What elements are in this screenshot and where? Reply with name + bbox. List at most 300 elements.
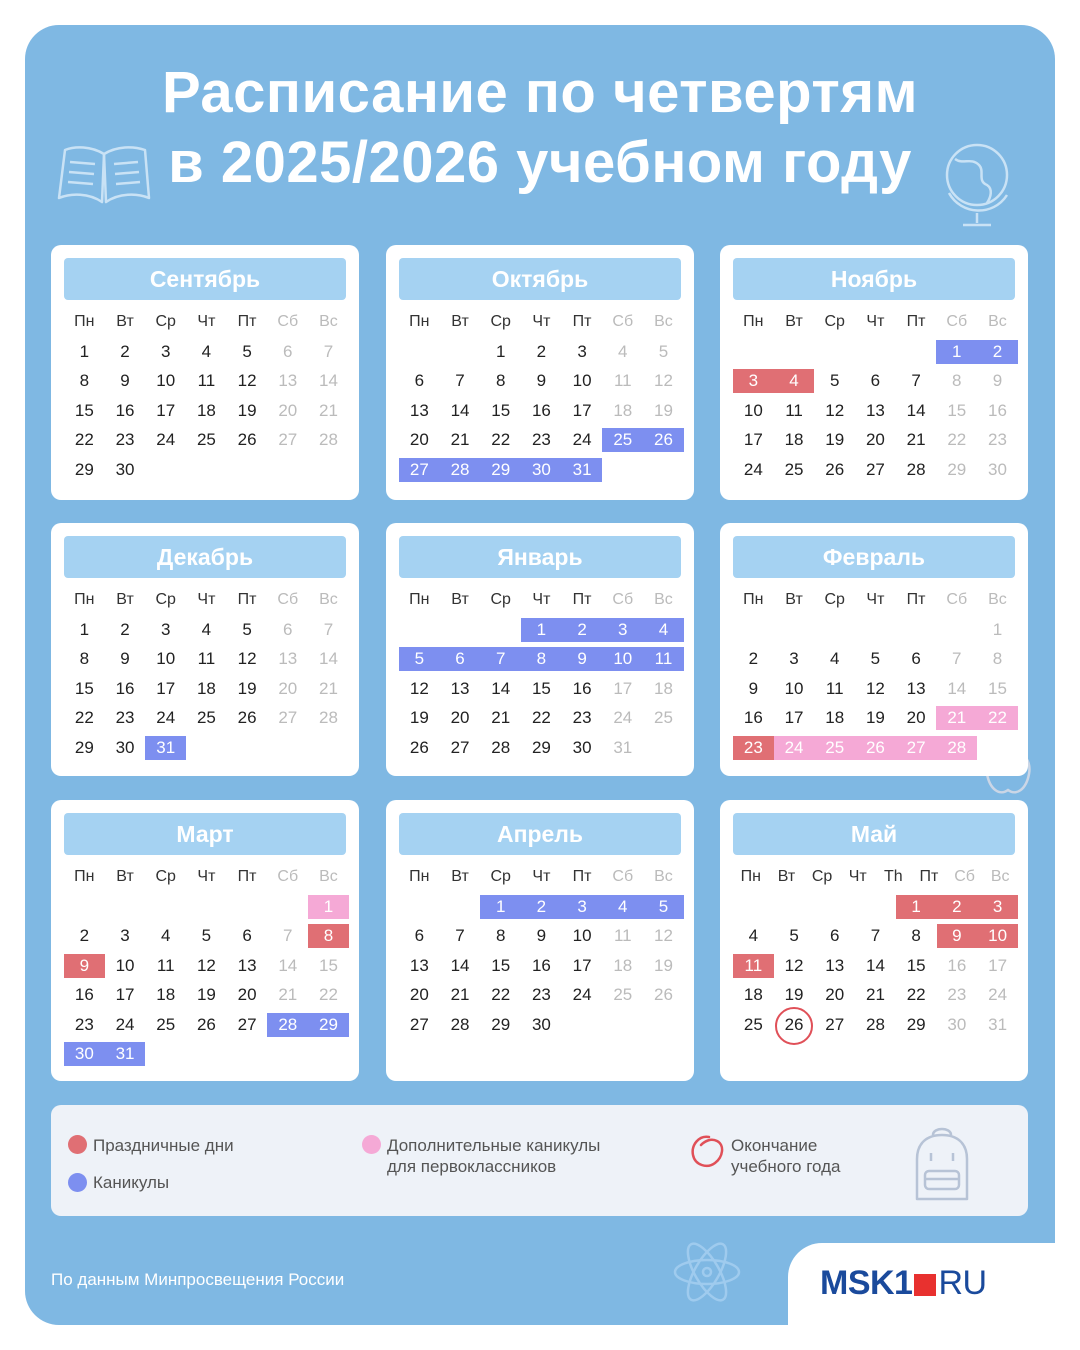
day-cell: 6 xyxy=(283,341,293,361)
day-cell: 1 xyxy=(79,341,90,361)
month-card xyxy=(51,245,359,500)
day-cell: 29 xyxy=(74,459,94,479)
day-cell: 19 xyxy=(784,985,804,1004)
weekday-label: Чт xyxy=(848,868,867,885)
week-row xyxy=(399,951,684,981)
week-row xyxy=(64,644,349,674)
weekday-label: Ср xyxy=(155,591,176,608)
day-cell: 14 xyxy=(450,955,470,975)
title-line-2: в 2025/2026 учебном году xyxy=(168,130,912,195)
day-cell: 27 xyxy=(278,430,298,449)
weekday-label: Пн xyxy=(74,313,95,330)
week-row xyxy=(64,1010,349,1040)
month-days-grid xyxy=(733,862,1018,1039)
month-header: Февраль xyxy=(733,536,1015,578)
month-days-grid xyxy=(733,307,1018,484)
day-cell: 26 xyxy=(409,737,429,757)
day-cell: 30 xyxy=(988,459,1007,479)
day-cell: 16 xyxy=(531,955,551,975)
day-cell: 11 xyxy=(613,371,632,390)
day-cell: 5 xyxy=(242,619,252,639)
day-cell: 16 xyxy=(947,955,967,975)
weekday-label: Чт xyxy=(532,591,551,608)
day-cell: 5 xyxy=(242,341,252,361)
week-row xyxy=(733,703,1018,733)
week-row xyxy=(399,337,684,367)
day-cell: 26 xyxy=(774,1013,815,1037)
day-cell: 2 xyxy=(120,619,130,639)
day-cell: 19 xyxy=(196,985,216,1004)
holiday-dot-icon xyxy=(68,1135,87,1154)
day-cell: 5 xyxy=(789,926,799,945)
day-cell: 27 xyxy=(399,458,440,482)
month-days-grid xyxy=(399,862,684,1039)
day-cell: 12 xyxy=(825,400,845,420)
week-row xyxy=(64,1039,349,1069)
day-cell: 22 xyxy=(74,430,94,449)
week-row xyxy=(733,733,1018,763)
day-cell: 5 xyxy=(399,647,440,671)
week-row xyxy=(733,644,1018,674)
day-cell: 28 xyxy=(267,1013,308,1037)
weekday-label: Чт xyxy=(532,313,551,330)
month-card xyxy=(386,800,694,1081)
day-cell: 30 xyxy=(115,459,135,479)
day-cell: 23 xyxy=(115,430,135,449)
day-cell: 12 xyxy=(784,955,804,975)
legend-first-grade xyxy=(387,1135,600,1177)
week-row xyxy=(733,674,1018,704)
weekday-label: Пт xyxy=(237,313,257,330)
day-cell: 10 xyxy=(156,371,176,390)
day-cell: 31 xyxy=(562,458,603,482)
week-row xyxy=(733,615,1018,645)
day-cell: 11 xyxy=(197,649,216,668)
day-cell: 31 xyxy=(988,1014,1008,1034)
weekday-label: Пн xyxy=(409,868,430,885)
day-cell: 10 xyxy=(572,371,592,390)
day-cell: 28 xyxy=(906,459,926,479)
day-cell: 11 xyxy=(613,926,632,945)
weekday-label: Чт xyxy=(197,591,216,608)
day-cell: 3 xyxy=(733,369,774,393)
week-row xyxy=(64,366,349,396)
day-cell: 8 xyxy=(911,926,921,945)
week-row xyxy=(733,396,1018,426)
day-cell: 19 xyxy=(654,400,673,420)
week-row xyxy=(733,425,1018,455)
day-cell: 16 xyxy=(115,678,135,698)
day-cell: 26 xyxy=(237,708,257,727)
day-cell: 11 xyxy=(825,678,844,698)
day-cell: 2 xyxy=(748,649,759,668)
day-cell: 15 xyxy=(988,678,1007,698)
day-cell: 20 xyxy=(278,400,298,420)
poster-title xyxy=(0,58,1080,198)
day-cell: 31 xyxy=(105,1042,146,1066)
day-cell: 7 xyxy=(952,649,962,668)
day-cell: 25 xyxy=(602,428,643,452)
day-cell: 23 xyxy=(947,985,967,1004)
day-cell: 4 xyxy=(748,926,759,945)
month-card xyxy=(720,245,1028,500)
legend-vacation: Каникулы xyxy=(93,1173,170,1192)
day-cell: 21 xyxy=(319,678,338,698)
day-cell: 11 xyxy=(785,400,803,420)
day-cell: 2 xyxy=(521,895,562,919)
atom-icon xyxy=(672,1236,742,1308)
day-cell: 6 xyxy=(242,926,252,945)
day-cell: 20 xyxy=(278,678,298,698)
weekday-label: Th xyxy=(883,868,903,885)
day-cell: 1 xyxy=(79,619,90,639)
day-cell: 13 xyxy=(237,955,257,975)
day-cell: 16 xyxy=(74,985,94,1004)
week-row xyxy=(399,733,684,763)
week-row xyxy=(64,951,349,981)
weekday-label: Ср xyxy=(824,313,845,330)
day-cell: 10 xyxy=(743,400,763,420)
weekday-label: Пт xyxy=(906,591,926,608)
day-cell: 28 xyxy=(866,1014,885,1034)
day-cell: 22 xyxy=(531,708,551,727)
day-cell: 12 xyxy=(409,678,429,698)
day-cell: 2 xyxy=(977,340,1018,364)
weekday-label: Пн xyxy=(409,591,430,608)
day-cell: 22 xyxy=(947,430,967,449)
day-cell: 5 xyxy=(643,895,684,919)
day-cell: 19 xyxy=(237,400,257,420)
day-cell: 5 xyxy=(201,926,212,945)
day-cell: 21 xyxy=(278,985,298,1004)
day-cell: 13 xyxy=(906,678,926,698)
day-cell: 1 xyxy=(992,619,1003,639)
day-cell: 27 xyxy=(237,1014,257,1034)
weekday-label: Пт xyxy=(572,868,592,885)
day-cell: 16 xyxy=(743,708,763,727)
day-cell: 27 xyxy=(450,737,470,757)
day-cell: 5 xyxy=(870,649,881,668)
day-cell: 4 xyxy=(618,341,628,361)
day-cell: 28 xyxy=(319,708,338,727)
weekday-label: Вс xyxy=(319,868,338,885)
logo-red-square-icon xyxy=(914,1274,936,1296)
day-cell: 29 xyxy=(74,737,94,757)
day-cell: 2 xyxy=(937,895,978,919)
day-cell: 14 xyxy=(319,649,338,668)
week-row xyxy=(64,615,349,645)
month-days-grid xyxy=(733,585,1018,762)
weekday-label: Сб xyxy=(612,591,634,608)
week-row xyxy=(399,674,684,704)
day-cell: 19 xyxy=(654,955,673,975)
week-row xyxy=(733,337,1018,367)
day-cell: 20 xyxy=(906,708,926,727)
day-cell: 23 xyxy=(572,708,592,727)
day-cell: 21 xyxy=(906,430,926,449)
day-cell: 9 xyxy=(120,371,130,390)
day-cell: 18 xyxy=(654,678,673,698)
weekday-header-row xyxy=(733,585,1018,615)
weekday-label: Пн xyxy=(74,591,95,608)
week-row xyxy=(64,980,349,1010)
weekday-label: Вс xyxy=(990,868,1010,885)
week-row xyxy=(64,337,349,367)
first-grade-dot-icon xyxy=(362,1135,381,1154)
day-cell: 6 xyxy=(414,926,425,945)
day-cell: 30 xyxy=(115,737,135,757)
day-cell: 13 xyxy=(865,400,885,420)
day-cell: 14 xyxy=(491,678,511,698)
day-cell: 25 xyxy=(613,985,633,1004)
day-cell: 24 xyxy=(572,985,592,1004)
day-cell: 20 xyxy=(450,708,470,727)
day-cell: 13 xyxy=(825,955,845,975)
day-cell: 17 xyxy=(156,678,176,698)
weekday-label: Вс xyxy=(319,313,338,330)
day-cell: 25 xyxy=(814,736,855,760)
weekday-header-row xyxy=(399,862,684,892)
day-cell: 15 xyxy=(74,678,94,698)
day-cell: 29 xyxy=(947,459,967,479)
month-card xyxy=(386,523,694,776)
legend xyxy=(51,1105,1028,1216)
day-cell: 30 xyxy=(521,458,562,482)
weekday-label: Пт xyxy=(572,591,592,608)
week-row xyxy=(733,455,1018,485)
weekday-label: Пт xyxy=(237,868,257,885)
day-cell: 22 xyxy=(906,985,926,1004)
month-card xyxy=(51,800,359,1081)
legend-end-line2: учебного года xyxy=(731,1157,841,1176)
day-cell: 8 xyxy=(79,649,90,668)
day-cell: 8 xyxy=(79,371,90,390)
day-cell: 23 xyxy=(988,430,1007,449)
day-cell: 25 xyxy=(156,1014,176,1034)
week-row xyxy=(399,425,684,455)
day-cell: 3 xyxy=(577,341,587,361)
day-cell: 13 xyxy=(278,649,298,668)
day-cell: 27 xyxy=(825,1014,845,1034)
day-cell: 21 xyxy=(319,400,338,420)
week-row xyxy=(399,396,684,426)
day-cell: 30 xyxy=(572,737,592,757)
weekday-label: Ср xyxy=(490,868,511,885)
week-row xyxy=(399,980,684,1010)
weekday-label: Чт xyxy=(866,591,885,608)
day-cell: 22 xyxy=(74,708,94,727)
day-cell: 11 xyxy=(643,647,684,671)
month-header: Апрель xyxy=(399,813,681,855)
day-cell: 23 xyxy=(733,736,774,760)
msk1-logo xyxy=(820,1264,987,1303)
weekday-label: Вс xyxy=(654,313,673,330)
day-cell: 23 xyxy=(115,708,135,727)
day-cell: 17 xyxy=(572,400,592,420)
weekday-header-row xyxy=(733,307,1018,337)
day-cell: 6 xyxy=(870,371,881,390)
month-days-grid xyxy=(399,307,684,484)
day-cell: 2 xyxy=(79,926,90,945)
day-cell: 9 xyxy=(748,678,759,698)
day-cell: 24 xyxy=(743,459,763,479)
day-cell: 25 xyxy=(196,430,216,449)
day-cell: 24 xyxy=(988,985,1008,1004)
month-card xyxy=(386,245,694,500)
week-row xyxy=(64,892,349,922)
day-cell: 19 xyxy=(237,678,257,698)
weekday-header-row xyxy=(399,585,684,615)
day-cell: 20 xyxy=(825,985,845,1004)
day-cell: 1 xyxy=(936,340,977,364)
week-row xyxy=(399,644,684,674)
day-cell: 7 xyxy=(283,926,293,945)
month-days-grid xyxy=(64,862,349,1069)
day-cell: 18 xyxy=(196,678,216,698)
day-cell: 19 xyxy=(865,708,885,727)
day-cell: 14 xyxy=(866,955,885,975)
day-cell: 3 xyxy=(160,341,171,361)
weekday-header-row xyxy=(733,862,1018,892)
week-row xyxy=(399,455,684,485)
month-header: Октябрь xyxy=(399,258,681,300)
day-cell: 15 xyxy=(491,955,511,975)
day-cell: 14 xyxy=(450,400,470,420)
globe-icon xyxy=(935,135,1020,230)
month-header: Март xyxy=(64,813,346,855)
day-cell: 3 xyxy=(160,619,171,639)
weekday-label: Вт xyxy=(777,868,796,885)
day-cell: 20 xyxy=(237,985,257,1004)
week-row xyxy=(64,703,349,733)
day-cell: 9 xyxy=(536,371,547,390)
weekday-label: Сб xyxy=(612,313,634,330)
month-days-grid xyxy=(64,307,349,484)
day-cell: 10 xyxy=(115,955,135,975)
day-cell: 29 xyxy=(906,1014,926,1034)
month-card xyxy=(720,800,1028,1081)
day-cell: 3 xyxy=(789,649,799,668)
week-row xyxy=(733,980,1018,1010)
weekday-label: Чт xyxy=(197,868,216,885)
day-cell: 29 xyxy=(480,458,521,482)
day-cell: 11 xyxy=(733,954,774,978)
backpack-icon xyxy=(909,1123,975,1205)
month-header: Май xyxy=(733,813,1015,855)
weekday-label: Вс xyxy=(319,591,338,608)
weekday-label: Пт xyxy=(572,313,592,330)
day-cell: 26 xyxy=(654,985,673,1004)
day-cell: 13 xyxy=(450,678,470,698)
day-cell: 22 xyxy=(319,985,338,1004)
day-cell: 16 xyxy=(988,400,1007,420)
weekday-label: Вс xyxy=(988,313,1007,330)
day-cell: 29 xyxy=(531,737,551,757)
day-cell: 10 xyxy=(572,926,592,945)
day-cell: 4 xyxy=(643,618,684,642)
day-cell: 12 xyxy=(237,649,257,668)
day-cell: 10 xyxy=(602,647,643,671)
day-cell: 21 xyxy=(936,706,977,730)
weekday-label: Вт xyxy=(116,868,134,885)
day-cell: 20 xyxy=(409,985,429,1004)
day-cell: 4 xyxy=(774,369,815,393)
week-row xyxy=(399,892,684,922)
day-cell: 2 xyxy=(562,618,603,642)
legend-first-grade-line2: для первоклассников xyxy=(387,1157,557,1176)
day-cell: 24 xyxy=(613,708,633,727)
day-cell: 10 xyxy=(156,649,176,668)
day-cell: 5 xyxy=(829,371,840,390)
day-cell: 10 xyxy=(977,924,1018,948)
day-cell: 9 xyxy=(937,924,978,948)
day-cell: 30 xyxy=(947,1014,967,1034)
day-cell: 28 xyxy=(440,458,481,482)
day-cell: 25 xyxy=(654,708,673,727)
day-cell: 21 xyxy=(866,985,885,1004)
legend-end xyxy=(731,1135,841,1177)
day-cell: 7 xyxy=(323,619,334,639)
day-cell: 20 xyxy=(409,430,429,449)
day-cell: 24 xyxy=(572,430,592,449)
week-row xyxy=(399,615,684,645)
day-cell: 18 xyxy=(156,985,176,1004)
day-cell: 3 xyxy=(602,618,643,642)
weekday-label: Вт xyxy=(785,313,803,330)
week-row xyxy=(733,892,1018,922)
day-cell: 4 xyxy=(160,926,171,945)
weekday-label: Ср xyxy=(490,313,511,330)
day-cell: 14 xyxy=(278,955,298,975)
day-cell: 18 xyxy=(196,400,216,420)
day-cell: 15 xyxy=(74,400,94,420)
week-row xyxy=(399,703,684,733)
day-cell: 19 xyxy=(825,430,845,449)
weekday-label: Сб xyxy=(946,313,968,330)
day-cell: 12 xyxy=(654,926,673,945)
day-cell: 25 xyxy=(196,708,216,727)
day-cell: 7 xyxy=(455,371,465,390)
day-cell: 28 xyxy=(319,430,338,449)
day-cell: 26 xyxy=(237,430,257,449)
day-cell: 17 xyxy=(572,955,592,975)
day-cell: 4 xyxy=(201,619,212,639)
day-cell: 14 xyxy=(906,400,926,420)
day-cell: 9 xyxy=(120,649,130,668)
day-cell: 26 xyxy=(196,1014,216,1034)
day-cell: 27 xyxy=(278,708,298,727)
month-header: Сентябрь xyxy=(64,258,346,300)
month-header: Ноябрь xyxy=(733,258,1015,300)
day-cell: 9 xyxy=(536,926,547,945)
day-cell: 31 xyxy=(613,737,633,757)
weekday-label: Ср xyxy=(155,868,176,885)
weekday-label: Чт xyxy=(197,313,216,330)
weekday-label: Пт xyxy=(906,313,926,330)
day-cell: 6 xyxy=(440,647,481,671)
weekday-header-row xyxy=(64,585,349,615)
title-line-1: Расписание по четвертям xyxy=(161,60,918,125)
month-card xyxy=(51,523,359,776)
day-cell: 16 xyxy=(115,400,135,420)
day-cell: 1 xyxy=(480,895,521,919)
day-cell: 9 xyxy=(562,647,603,671)
week-row xyxy=(64,921,349,951)
day-cell: 21 xyxy=(491,708,511,727)
day-cell: 7 xyxy=(870,926,881,945)
day-cell: 6 xyxy=(830,926,840,945)
day-cell: 30 xyxy=(531,1014,551,1034)
